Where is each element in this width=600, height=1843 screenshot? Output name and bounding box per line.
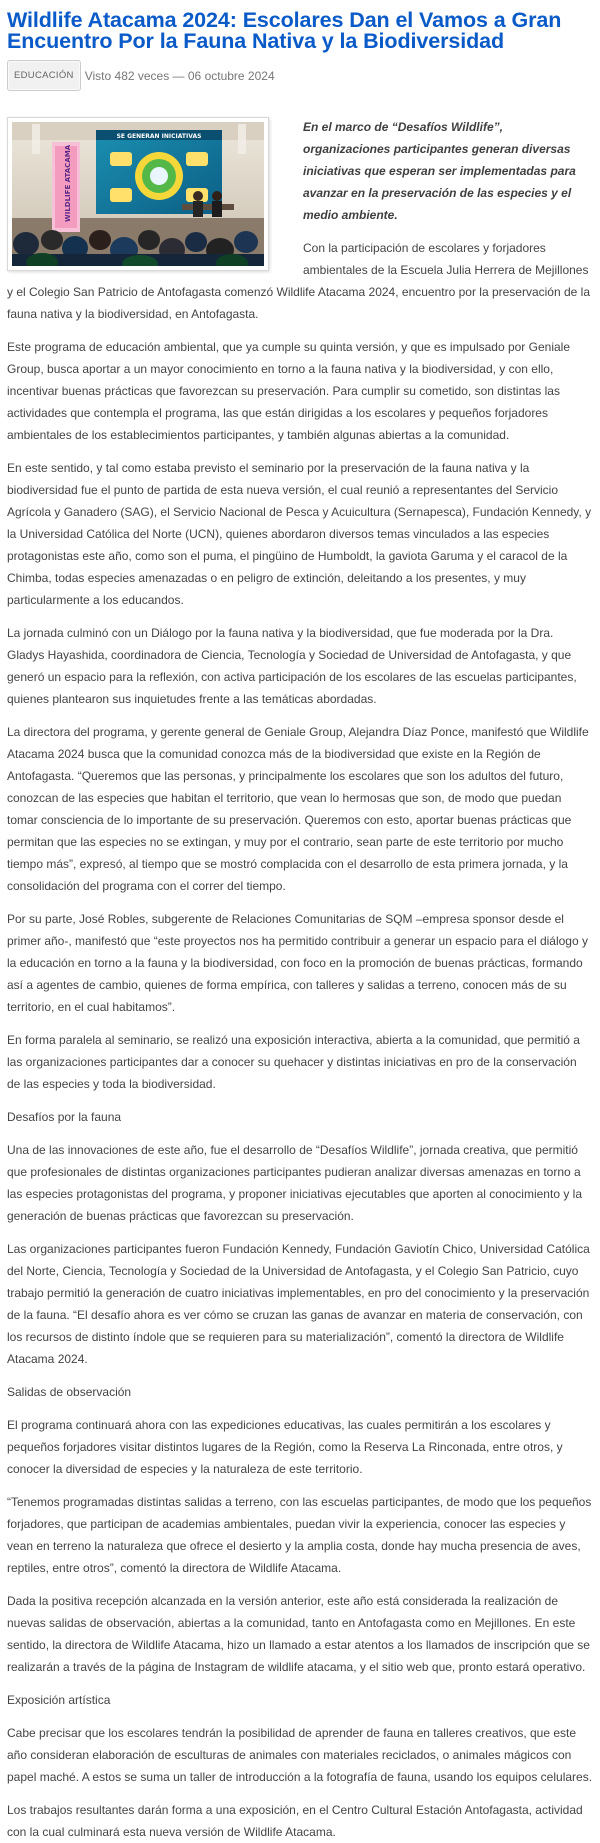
paragraph-2: Este programa de educación ambiental, que ya cumple su quinta versión, y que es impulsado por Geniale Group, busca aportar a un mayor conocimiento en torno a la fauna nativa y la biodiversidad, y con ello, incentivar buenas prácticas que favorezcan su preservación. Para cumplir su cometido, son distintas las actividades que contempla el programa, las que están dirigidas a los escolares y pequeños forjadores ambientales de los establecimientos participantes, y también algunas abiertas a la comunidad.: [7, 340, 570, 442]
views-and-date: Visto 482 veces — 06 octubre 2024: [84, 68, 275, 83]
category-badge[interactable]: EDUCACIÓN: [7, 60, 81, 91]
subheading-desafios: Desafíos por la fauna: [7, 1110, 122, 1124]
paragraph-8: Una de las innovaciones de este año, fue el desarrollo de “Desafíos Wildlife”, jornada creativa, que permitió que profesionales de distintas organizaciones participantes pudieran analizar diversas amenazas en torno a las especies protagonistas del programa, y proponer iniciativas ejecutables que aporten al conocimiento y la generación de buenas prácticas que favorezcan su preservación.: [7, 1143, 582, 1223]
side-banner-text: WILDLIFE ATACAMA: [64, 144, 72, 222]
paragraph-12: Dada la positiva recepción alcanzada en la versión anterior, este año está considerada la realización de nuevas salidas de observación, abiertas a la comunidad, tanto en Antofagasta como en Mejillones. En este sentido, la directora de Wildlife Atacama, hizo un llamado a estar atentos a los llamados de inscripción que se realizarán a través de la página de Instagram de wildlife atacama, y el sitio web que, pronto estará operativo.: [7, 1594, 590, 1674]
article-body: [7, 116, 593, 1843]
paragraph-3: En este sentido, y tal como estaba previsto el seminario por la preservación de la fauna nativa y la biodiversidad fue el punto de partida de esta nueva versión, el cual reunió a representantes del Servicio Agrícola y Ganadero (SAG), el Servicio Nacional de Pesca y Acuicultura (Sernapesca), Fundación Kennedy, y la Universidad Católica del Norte (UCN), quienes abordaron diversos temas vinculados a las especies protagonistas este año, como son el puma, el pingüino de Humboldt, la gaviota Garuma y el caracol de la Chimba, todas especies amenazadas o en peligro de extinción, deleitando a los presentes, y muy particularmente a los educandos.: [7, 461, 592, 607]
paragraph-6: Por su parte, José Robles, subgerente de Relaciones Comunitarias de SQM –empresa sponsor desde el primer año-, manifestó que “este proyectos nos ha permitido contribuir a generar un espacio para el diálogo y la educación en torno a la fauna y la biodiversidad, con foco en la promoción de buenas prácticas, formando así a agentes de cambio, quienes de forma empírica, con talleres y salidas a terreno, conocen más de su territorio, en el cual habitamos”.: [7, 912, 588, 1014]
paragraph-7: En forma paralela al seminario, se realizó una exposición interactiva, abierta a la comunidad, que permitió a las organizaciones participantes dar a conocer su quehacer y distintas iniciativas en pro de la conservación de las especies y toda la biodiversidad.: [7, 1033, 580, 1091]
paragraph-11: “Tenemos programadas distintas salidas a terreno, con las escuelas participantes, de modo que los pequeños forjadores, que participan de academias ambientales, puedan vivir la experiencia, conocer las especies y vean en terreno la naturaleza que ofrece el desierto y la amplia costa, donde hay mucha presencia de aves, reptiles, entre otros”, comentó la directora de Wildlife Atacama.: [7, 1495, 592, 1575]
paragraph-13: Cabe precisar que los escolares tendrán la posibilidad de aprender de fauna en talleres creativos, que este año consideran elaboración de esculturas de animales con materiales reciclados, o animales mágicos con papel maché. A estos se suma un taller de introducción a la fotografía de fauna, usando los equipos celulares.: [7, 1726, 593, 1784]
paragraph-9: Las organizaciones participantes fueron Fundación Kennedy, Fundación Gaviotín Chico, Universidad Católica del Norte, Ciencia, Tecnología y Sociedad de la Universidad de Antofagasta, y el Colegio San Patricio, cuyo trabajo permitió la generación de cuatro iniciativas implementables, en pro del conocimiento y la preservación de la fauna. “El desafío ahora es ver cómo se cruzan las ganas de avanzar en materia de conservación, con los recursos de distinto índole que se requieren para su materialización”, comentó la directora de Wildlife Atacama 2024.: [7, 1242, 590, 1366]
paragraph-1: Con la participación de escolares y forjadores ambientales de la Escuela Julia Herrera de Mejillones y el Colegio San Patricio de Antofagasta comenzó Wildlife Atacama 2024, encuentro por la preservación de la fauna nativa y la biodiversidad, en Antofagasta.: [7, 241, 591, 321]
subheading-salidas: Salidas de observación: [7, 1385, 132, 1399]
subheading-exposicion: Exposición artística: [7, 1693, 111, 1707]
article-title: Wildlife Atacama 2024: Escolares Dan el Vamos a Gran Encuentro Por la Fauna Nativa y la Biodiversidad: [7, 8, 562, 53]
paragraph-14: Los trabajos resultantes darán forma a una exposición, en el Centro Cultural Estación Antofagasta, actividad con la cual culminará esta nueva versión de Wildlife Atacama.: [7, 1803, 583, 1839]
paragraph-5: La directora del programa, y gerente general de Geniale Group, Alejandra Díaz Ponce, manifestó que Wildlife Atacama 2024 busca que la comunidad conozca más de la biodiversidad que existe en la Región de Antofagasta. “Queremos que las personas, y principalmente los escolares que son los adultos del futuro, conozcan de las especies que habitan el territorio, que vean lo hermosas que son, de modo que puedan tomar consciencia de lo importante de su preservación. Queremos con esto, aportar buenas prácticas que permitan que las especies no se extingan, y muy por el contrario, sean parte de este territorio por mucho tiempo más”, expresó, al tiempo que se mostró complacida con el desarrollo de esta primera jornada, y la consolidación del programa con el correr del tiempo.: [7, 725, 589, 893]
article-photo: [7, 117, 269, 271]
paragraph-4: La jornada culminó con un Diálogo por la fauna nativa y la biodiversidad, que fue moderada por la Dra. Gladys Hayashida, coordinadora de Ciencia, Tecnología y Sociedad de Universidad de Antofagasta, y que generó un espacio para la reflexión, con activa participación de los escolares de las escuelas participantes, quienes plantearon sus inquietudes frente a las temáticas abordadas.: [7, 626, 577, 706]
banner-text: SE GENERAN INICIATIVAS: [116, 133, 202, 140]
seminar-photo-illustration: [12, 122, 264, 266]
article-lead: En el marco de “Desafíos Wildlife”, organizaciones participantes generan diversas iniciativas que esperan ser implementadas para avanzar en la preservación de las especies y el medio ambiente.: [303, 120, 576, 222]
article-meta: [7, 60, 593, 91]
paragraph-10: El programa continuará ahora con las expediciones educativas, las cuales permitirán a los escolares y pequeños forjadores visitar distintos lugares de la Región, como la Reserva La Rinconada, entre otros, y conocer la diversidad de especies y la naturaleza de este territorio.: [7, 1418, 563, 1476]
